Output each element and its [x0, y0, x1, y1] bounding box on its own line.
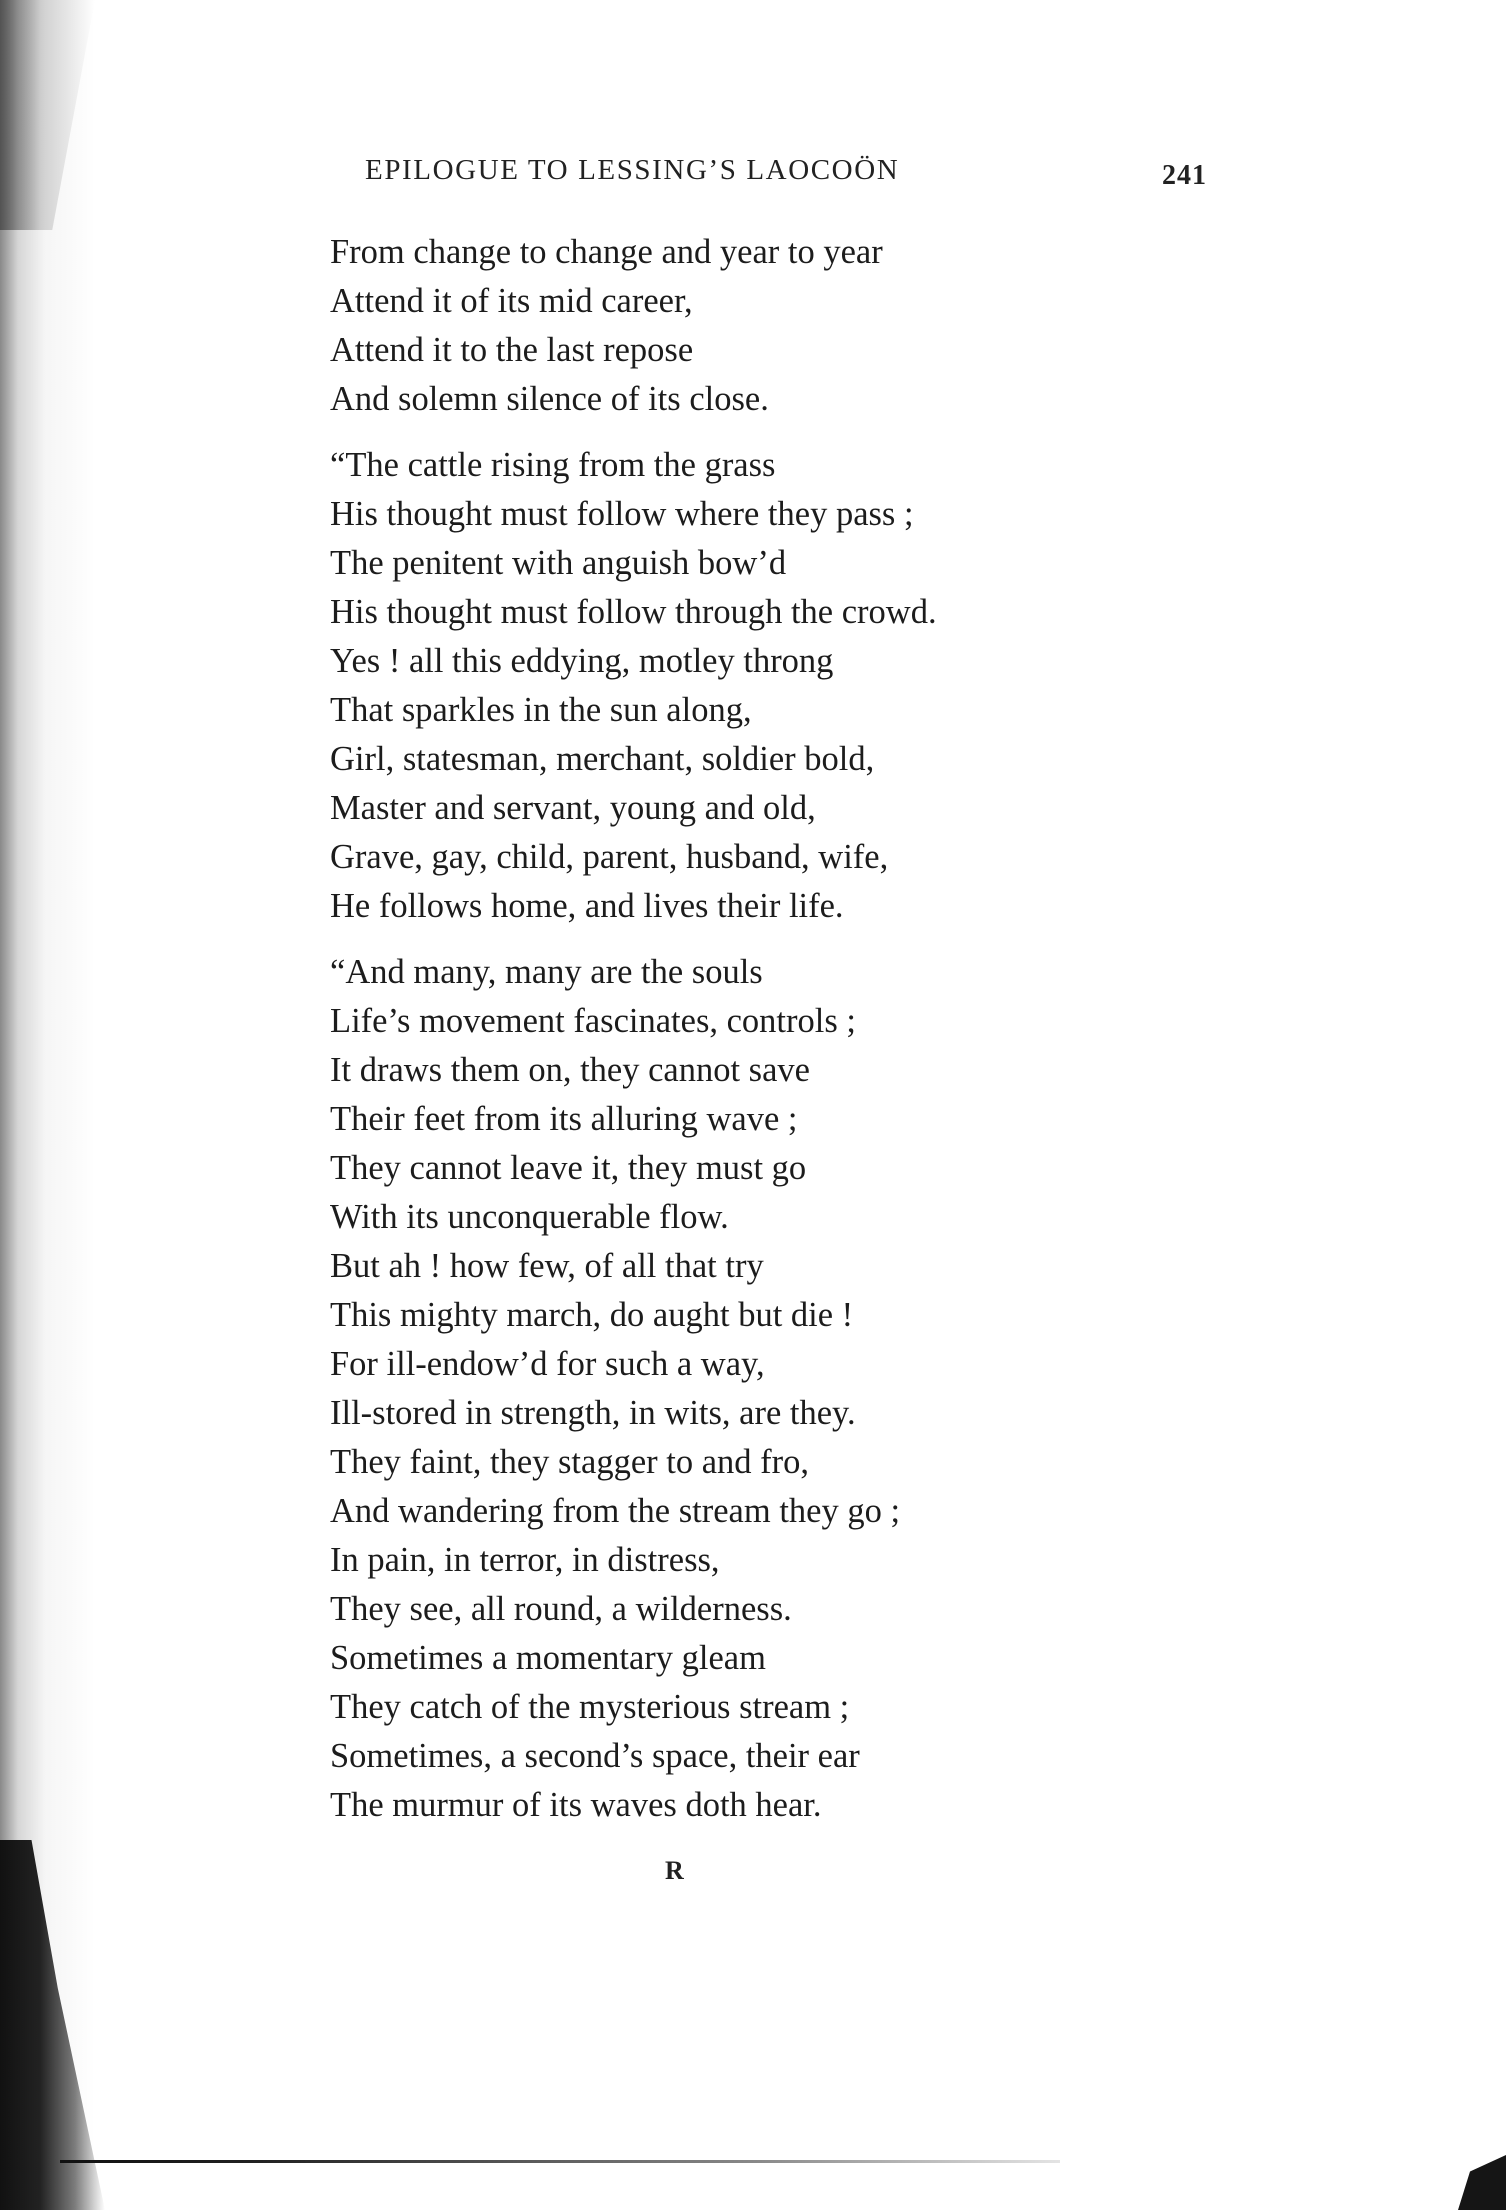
poem-line: And solemn silence of its close.: [330, 380, 769, 418]
poem-line: Attend it to the last repose: [330, 331, 694, 369]
running-title: EPILOGUE TO LESSING’S LAOCOÖN: [365, 154, 900, 186]
poem-line: His thought must follow where they pass ;: [330, 495, 914, 533]
poem-line: They faint, they stagger to and fro,: [330, 1443, 810, 1481]
poem-line: Life’s movement fascinates, controls ;: [330, 1002, 856, 1040]
stanza: [330, 948, 1090, 1830]
poem-line: It draws them on, they cannot save: [330, 1051, 810, 1089]
poem-body: [330, 228, 1090, 1830]
poem-line: They cannot leave it, they must go: [330, 1149, 807, 1187]
poem-line: Attend it of its mid career,: [330, 282, 693, 320]
stanza: [330, 441, 1090, 931]
poem-line: From change to change and year to year: [330, 233, 883, 271]
poem-line: Sometimes, a second’s space, their ear: [330, 1737, 860, 1775]
signature-mark: R: [665, 1856, 684, 1885]
poem-line: They see, all round, a wilderness.: [330, 1590, 792, 1628]
poem-line: Girl, statesman, merchant, soldier bold,: [330, 740, 875, 778]
poem-line: They catch of the mysterious stream ;: [330, 1688, 850, 1726]
poem-line: In pain, in terror, in distress,: [330, 1541, 720, 1579]
poem-line: Master and servant, young and old,: [330, 789, 816, 827]
poem-line: Sometimes a momentary gleam: [330, 1639, 766, 1677]
poem-line: He follows home, and lives their life.: [330, 887, 844, 925]
stanza: [330, 228, 1090, 424]
poem-line: “The cattle rising from the grass: [330, 446, 776, 484]
poem-line: His thought must follow through the crowd.: [330, 593, 937, 631]
corner-shadow: [1446, 2155, 1506, 2210]
poem-line: Ill-stored in strength, in wits, are they.: [330, 1394, 856, 1432]
poem-line: “And many, many are the souls: [330, 953, 763, 991]
poem-line: The penitent with anguish bow’d: [330, 544, 787, 582]
poem-line: For ill-endow’d for such a way,: [330, 1345, 765, 1383]
poem-line: The murmur of its waves doth hear.: [330, 1786, 822, 1824]
page-number: 241: [1162, 160, 1207, 191]
poem-line: Their feet from its alluring wave ;: [330, 1100, 798, 1138]
poem-line: Yes ! all this eddying, motley throng: [330, 642, 834, 680]
poem-line: Grave, gay, child, parent, husband, wife,: [330, 838, 889, 876]
poem-line: And wandering from the stream they go ;: [330, 1492, 901, 1530]
poem-line: But ah ! how few, of all that try: [330, 1247, 764, 1285]
poem-line: With its unconquerable flow.: [330, 1198, 729, 1236]
poem-line: This mighty march, do aught but die !: [330, 1296, 854, 1334]
bottom-edge-shadow: [60, 2160, 1060, 2163]
poem-line: That sparkles in the sun along,: [330, 691, 752, 729]
